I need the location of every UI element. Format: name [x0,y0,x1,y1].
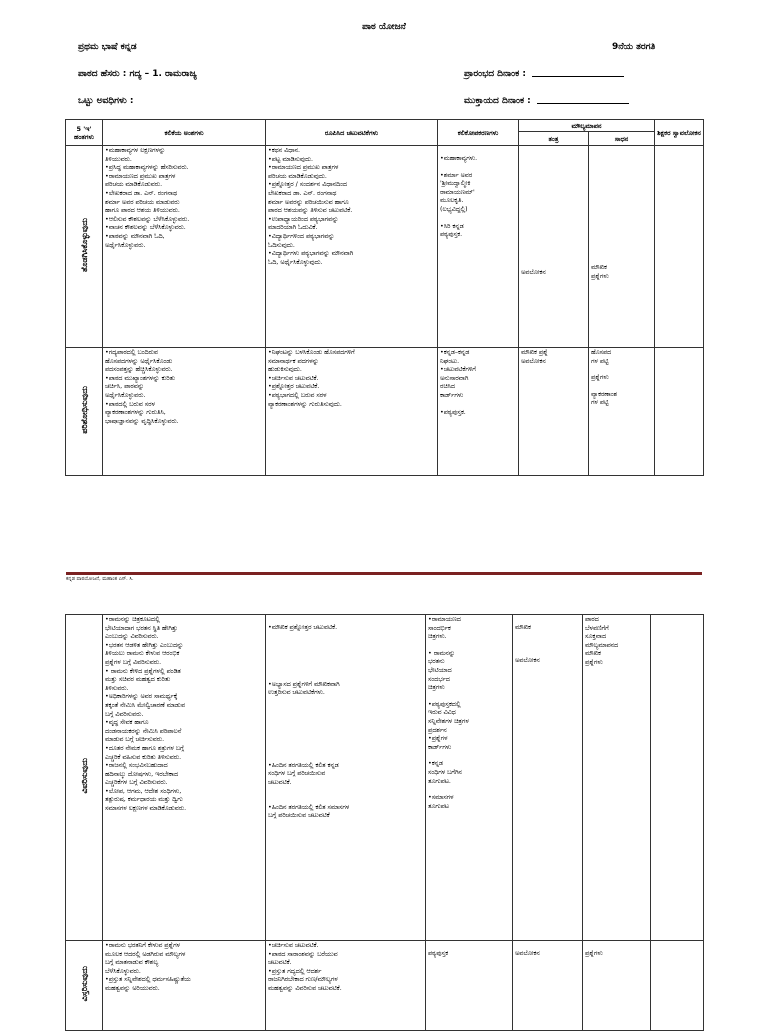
technique-cell [519,146,589,348]
cell-line: •ಪ್ರಶ್ನೋತ್ತರ ಚಟುವಟಿಕೆ. [268,383,320,391]
cell-line: •ಮೌಖಿಕ ಪ್ರಶ್ನೋತ್ತರ ಚಟುವಟಿಕೆ. [268,624,338,631]
cell-line: ಚಟುವಟಿಕೆ. [268,778,292,786]
cell-line: ಪಠ್ಯಪುಸ್ತಕ. [440,231,463,239]
header-materials: ಕಲಿಕೋಪಕರಣಗಳು [438,120,519,146]
materials-cell [438,348,519,476]
cell-line [268,788,423,796]
cell-line: ಮೂಲಕೃತಿ. [440,197,464,205]
cell-line [515,616,580,624]
reflection-cell[interactable] [651,615,704,941]
cell-line: •ಹಿಂದಿನ ತರಗತಿಯಲ್ಲಿ ಕಲಿತ ಸಮಾಸಗಳ [268,803,350,811]
cell-line [268,730,423,738]
header-stages: 5 'ಇ' ಹಂತಗಳು [66,120,103,146]
cell-line: •ರಾಮಾಯಣದ [428,616,461,623]
cell-line: •ವಿದ್ಯಾರ್ಥಿಗಳಿಂದ ಪಠ್ಯಭಾಗವನ್ನು [268,232,335,240]
cell-line: •ನಿಘಂಟನ್ನು ಬಳಸಿಕೊಂಡು ಹೊಸಪದಗಳಿಗೆ [268,349,355,356]
technique-cell [513,615,583,941]
cell-line: ಚರ್ಚಿಸಿ, ಪಾಠವನ್ನು [105,383,145,391]
cell-line: ಅರ್ಥೈಸಿಕೊಳ್ಳುವರು. [105,241,146,249]
grade-label: 9ನೆಯ ತರಗತಿ [612,42,656,52]
cell-line: •ಪಠ್ಯಭಾಗದಲ್ಲಿ ಬರುವ ಸರಳ [268,391,327,399]
cell-line [428,752,510,760]
cell-line: •ಪಾಠದಲ್ಲಿ ಬರುವ ಸರಳ [105,400,155,408]
cell-line: ಸಂದರ್ಭದ [428,675,450,683]
cell-line: ಸನ್ನಿವೇಶಗಳ ಚಿತ್ರಗಳ [428,717,469,725]
cell-line: ಪಠ್ಯಪುಸ್ತಕ [428,950,449,957]
cell-line [515,641,580,649]
cell-line: •ಆಲಿಸುವ ಕೌಶಲವನ್ನು ಬೆಳೆಸಿಕೊಳ್ಳುವರು. [105,215,190,223]
cell-line [268,706,423,714]
cell-line: ಮಾಡುವ ಬಗ್ಗೆ ಚರ್ಚಿಸುವರು. [105,736,165,744]
stage-label: ಪರಿಶೋಧಿಸುವುದು [79,385,89,434]
cell-line: ಪ್ರದರ್ಶನ [428,726,447,734]
cell-line: ಪದಸಂಪತ್ತನ್ನು ಹೆಚ್ಚಿಸಿಕೊಳ್ಳುವರು. [105,366,173,374]
cell-line: ನಿಘಂಟು. [440,357,460,365]
subject-label: ಪ್ರಥಮ ಭಾಷೆ ಕನ್ನಡ [78,42,137,52]
cell-line: ಮಹತ್ವವನ್ನು ಅರಿಯುವರು. [105,984,160,992]
header-reflection: ಶಿಕ್ಷಕರ ಸ್ವಾವಲೋಕನ [655,120,704,146]
cell-line: ಮೌಖಿಕ [591,264,607,272]
activities-cell [266,146,438,348]
cell-line: ಪ್ರಶ್ನೆಗಳು [591,374,609,382]
cell-line: ಪ್ರಶ್ನೆಗಳ ಬಗ್ಗೆ ವಿವರಿಸುವರು. [105,658,162,666]
activities-cell [266,348,438,476]
cell-line: ಓದಿಸುವುದು. [268,241,295,249]
cell-line: •ಪ್ರಸ್ತುತ ಸನ್ನಿವೇಶದಲ್ಲಿ ಧರ್ಮಸಹಿಷ್ಣುತೆಯ [105,976,191,984]
tools-cell [583,941,651,1031]
cell-line: ಶರ್ಮಾ ಅವರ ಪರಿಚಯ ಮಾಡುವರು [105,198,180,206]
cell-line [440,401,516,409]
start-date-label: ಪ್ರಾರಂಭದ ದಿನಾಂಕ : [464,69,526,79]
cell-line [591,383,652,391]
cell-line: ತಿಳಿಯುವರು. [105,155,132,163]
cell-line: ಬೆಳೆಸಿಕೊಳ್ಳುವರು. [105,967,141,975]
cell-line: ಪ್ರಶ್ನೆಗಳು [591,273,609,280]
cell-line: •ಮಹಾಕಾವ್ಯಗಳು. [440,155,478,162]
cell-line: ಅವಲೋಕನ [515,656,540,664]
technique-cell [513,941,583,1031]
cell-line: 'ಶ್ರೀಮದ್ವಾಲ್ಮೀಕಿ [440,180,471,188]
activities-cell [266,941,426,1031]
cell-line: ಅವಲೋಕನ [521,268,546,276]
cell-line: ಪಾಠದ ಆಶಯವನ್ನು ತಿಳಿಸುವ ಚಟುವಟಿಕೆ. [268,207,353,215]
cell-line: ರಾಮಾಯಣಮ್' [440,188,475,196]
cell-line: ದಂಡನಾಯಕರನ್ನು ನೇಮಿಸಿ ಪರಿಪಾಲನೆ [105,727,182,735]
cell-line: •ಪಾಠದ ಮುಖ್ಯಾಂಶಗಳನ್ನು ಕುರಿತು [105,374,175,382]
end-date-label: ಮುಕ್ತಾಯದ ದಿನಾಂಕ : [464,96,531,106]
tools-cell [589,348,655,476]
cell-line: ರಚಿಸಿದ [440,383,455,391]
technique-cell [519,348,589,476]
cell-line [515,942,580,950]
cell-line: ಲೇಖಕರಾದ ಡಾ. ಎನ್. ರಂಗನಾಥ [268,189,337,197]
tools-cell [583,615,651,941]
learning-cell [103,615,266,941]
cell-line: ಇರುವ ವಿವಿಧ [428,709,456,717]
cell-line: •ವೃದ್ಧ ಸೇವಕ ಹಾಗೂ [105,719,149,727]
cell-line: •ಚಟುವಟಿಕೆಗಳಿಗೆ [440,366,476,374]
cell-line: ಕಾರ್ಡ್‌ಗಳು [428,743,452,751]
header-tools: ಸಾಧನ [589,132,655,146]
cell-line: •ಲೋಪ, ಆಗಮ, ಆದೇಶ ಸಂಧಿಗಳು, [105,787,182,795]
cell-line [428,942,510,950]
cell-line: •ಅಭ್ಯಾಸದ ಪ್ರಶ್ನೆಗಳಿಗೆ ಮೌಖಿಕವಾಗಿ [268,680,340,688]
cell-line: •ಕನ್ನಡ–ಕನ್ನಡ [440,349,470,356]
cell-line: •ಪ್ರಸ್ತುತ ಗದ್ಯದಲ್ಲಿ ಆದರ್ಶ [268,967,322,975]
cell-line: ಚಿತ್ರಗಳು [428,684,445,692]
tools-cell [589,146,655,348]
cell-line: ವ್ಯಾಕರಣಾಂಶಗಳನ್ನು ಗುರುತಿಸಿ, [105,409,166,417]
end-date-row [464,96,629,106]
cell-line: ತಿಳಿಯಲು ರಾಮನು ಕೇಳುವ ಆರಂಭಿಕ [105,650,180,658]
cell-line: •ಪಾಠವನ್ನು ಮೌನವಾಗಿ ಓದಿ, [105,232,165,240]
cell-line: •ಪಾಠದ ಸಾರಾಂಶವನ್ನು ಬರೆಯುವ [268,950,338,958]
cell-line: •ಕಥನ ವಿಧಾನ. [268,147,300,154]
activities-cell [266,615,426,941]
cell-line: •ರಾಮಾಯಣದ ಪ್ರಮುಖ ಪಾತ್ರಗಳ [268,164,339,172]
cell-line [585,942,648,950]
cell-line: ಅನುಸಾರವಾಗಿ [440,374,469,382]
cell-line: ವ್ಯಾಕರಣಾಂಶ [591,390,618,398]
table-row [66,146,704,348]
stage-cell [66,615,103,941]
cell-line: •ಪಠ್ಯಪುಸ್ತಕ. [440,408,466,416]
cell-line: ಅವಲೋಕನ [515,950,540,957]
cell-line [515,633,580,641]
cell-line: ಬೆಳವಣಿಗೆಗೆ [585,624,609,632]
cell-line: ಪ್ರಶ್ನೆಗಳು [585,950,603,957]
cell-line: ಪ್ರಶ್ನೆಗಳು [585,658,603,666]
cell-line: •ದೂತರ ನೇಮಕ ಹಾಗೂ ಶತ್ರುಗಳ ಬಗ್ಗೆ [105,744,185,752]
cell-line: ಚಟುವಟಿಕೆ. [268,959,292,967]
cell-line [515,649,580,657]
lesson-name: ಪಾಠದ ಹೆಸರು : ಗದ್ಯ – 1. ರಾಮರಾಜ್ಯ [78,69,197,79]
cell-line: ಬಗ್ಗೆ ಮಾತನಾಡುವ ಕೌಶಲ್ಯ [105,959,159,967]
cell-line [268,649,423,657]
cell-line: ಕಾರ್ಡ್‌ಗಳು [440,391,464,399]
cell-line: ಗಳ ಪಟ್ಟಿ [591,357,609,365]
cell-line [268,754,423,762]
cell-line: •ಚರ್ಚಿಸುವ ಚಟುವಟಿಕೆ. [268,942,319,949]
cell-line: ಬಗ್ಗೆ ಪರಿಚಯಿಸುವ ಚಟುವಟಿಕೆ [268,812,330,820]
cell-line: ಭೇಟಿಯಾದ [428,666,452,674]
lesson-plan-table-1 [65,119,704,476]
cell-line: • ರಾಮನು ಕೇಳಿದ ಪ್ರಶ್ನೆಗಳಲ್ಲಿ ಪಂಡಿತ [105,667,181,675]
cell-line: ಸಾಂದರ್ಭಿಕ [428,624,451,632]
cell-line: ಹದಿನಾಲ್ಕು ದೋಷಗಳು, ಇರಬೇಕಾದ [105,770,179,778]
cell-line: •ಭರತನ ಆಡಳಿತ ಹೇಗಿತ್ತು ಎಂಬುದನ್ನು [105,641,184,649]
cell-line [268,714,423,722]
cell-line: ಹೊಸಪದ [591,349,612,356]
cell-line [428,693,510,701]
cell-line: •ಅಧಿಕಾರಿಗಳನ್ನು ಅವರ ಸಾಮರ್ಥ್ಯಕ್ಕೆ [105,693,178,701]
reflection-cell[interactable] [655,348,704,476]
cell-line: •ಮಹಾಕಾವ್ಯಗಳ ಲಕ್ಷಣಗಳನ್ನು [105,147,166,154]
total-periods-label: ಒಟ್ಟು ಅವಧಿಗಳು : [78,96,134,106]
table-row [66,348,704,476]
end-date-blank[interactable] [537,103,629,104]
materials-cell [438,146,519,348]
cell-line: •ಕನ್ನಡ [428,760,443,768]
header-technique: ತಂತ್ರ [519,132,589,146]
cell-line: ರಾಜನಿಗಿರಬೇಕಾದ ಗುಣ/ಮೌಲ್ಯಗಳ [268,976,338,984]
cell-line: ಪಾಠದ [585,616,599,623]
table-row [66,615,704,941]
cell-line: ಸಮಾನಾರ್ಥಕ ಪದಗಳನ್ನು [268,357,319,365]
stage-cell [66,146,103,348]
cell-line [428,786,510,794]
cell-line: ಚಿತ್ರಗಳು. [428,633,447,641]
cell-line: ತತ್ಪುರುಷ, ಕರ್ಮಧಾರಯ ಮತ್ತು ದ್ವಿಗು [105,796,183,804]
cell-line: •ಶರ್ಮಾ ಅವರ [440,171,473,179]
cell-line: ತೂಗುಪಟ. [428,777,451,785]
page-title: ಪಾಠ ಯೋಜನೆ [362,22,406,32]
cell-line: ಮೌಖಿಕ ಪ್ರಶ್ನೆ [521,349,548,356]
cell-line: ಭರತನು [428,658,445,666]
cell-line: ಹುಡುಕಿಸುವುದು. [268,366,302,374]
reflection-cell[interactable] [651,941,704,1031]
cell-line: ಮಾದರಿಯಾಗಿ ಓದುವಿಕೆ. [268,224,318,232]
cell-line: •ರಾಮಾಯಣದ ಪ್ರಮುಖ ಪಾತ್ರಗಳ [105,172,176,180]
cell-line [428,642,510,650]
stage-label: ವಿಸ್ತರಿಸುವುದು [79,966,89,1002]
learning-cell [103,941,266,1031]
cell-line: ಗಳ ಪಟ್ಟಿ [591,399,609,407]
cell-line: ಸಂಧಿಗಳ ಬಗೆಗಿನ [428,768,462,776]
cell-line: •ಸಿರಿ ಕನ್ನಡ [440,222,464,230]
cell-line: ಮೂಲಕ ಆದರಲ್ಲಿ ಅಡಗಿರುವ ಮೌಲ್ಯಗಳ [105,950,186,958]
cell-line: ಉತ್ತರಿಸುವ ಚಟುವಟಿಕೆಗಳು. [268,689,325,697]
cell-line [268,738,423,746]
cell-line: ಮೌಖಿಕ [585,650,601,658]
cell-line [440,215,516,223]
cell-line: ಪರಿಚಯ ಮಾಡಿಕೊಡುವುದು. [268,172,327,180]
cell-line: ಓದಿ, ಅರ್ಥೈಸಿಕೊಳ್ಳುವುದು. [268,258,323,266]
stage-cell [66,348,103,476]
header-learning-points: ಕಲಿಕೆಯ ಅಂಶಗಳು [103,120,266,146]
cell-line [268,616,423,624]
cell-line: ಭಾಷಾಜ್ಞಾನವನ್ನು ವೃದ್ಧಿಸಿಕೊಳ್ಳುವರು. [105,417,179,425]
cell-line [268,796,423,804]
cell-line: ಎಚ್ಚರಿಕೆ ವಹಿಸುವ ಕುರಿತು ತಿಳಿಸುವರು. [105,753,182,761]
cell-line: •ವಾಚನ ಕೌಶಲವನ್ನು ಬೆಳೆಸಿಕೊಳ್ಳುವರು. [105,224,186,232]
cell-line: •ಪಟ್ಟ ಮಾಡಿಸುವುದು. [268,155,314,163]
cell-line: ಪರಿಚಯ ಮಾಡಿಕೊಡುವರು. [105,181,163,189]
cell-line: ಎಚ್ಚರಿಕೆಗಳ ಬಗ್ಗೆ ವಿವರಿಸುವರು. [105,779,168,787]
learning-cell [103,146,266,348]
table-row [66,941,704,1031]
cell-line: •ರಾಮನು ಭರತನಿಗೆ ಕೇಳುವ ಪ್ರಶ್ನೆಗಳ [105,942,180,949]
cell-line: ವ್ಯಾಕರಣಾಂಶಗಳನ್ನು ಗುರುತಿಸುವುದು. [268,400,342,408]
materials-cell [426,615,513,941]
reflection-cell[interactable] [655,146,704,348]
footer-rule [66,572,702,575]
cell-line [440,164,516,172]
stage-label: ತೊಡಗಿಸಿಕೊಳ್ಳುವುದು [79,217,89,272]
cell-line: ಶರ್ಮಾ ಅವರನ್ನು ಪರಿಚಯಿಸುವ ಹಾಗೂ [268,198,349,206]
lesson-plan-table-2 [65,614,704,1031]
learning-cell [103,348,266,476]
cell-line: •ಪ್ರಶ್ನೋತ್ತರ / ಸಂದರ್ಶನ ವಿಧಾನದಿಂದ [268,181,347,189]
cell-line: •ಚರ್ಚಿಸುವ ಚಟುವಟಿಕೆ. [268,374,319,382]
cell-line: ಸಮಾಸಗಳ ಲಕ್ಷಣಗಳ ಮಾಡಿಕೊಡುವರು. [105,805,187,813]
cell-line: • ರಾಮನನ್ನು [428,649,456,657]
cell-line: ಬಗ್ಗೆ ವಿವರಿಸುವರು. [105,710,144,718]
cell-line: ಅರ್ಥೈಸಿಕೊಳ್ಳುವರು. [105,391,146,399]
cell-line [268,657,423,665]
cell-line: ತೂಗುಪಟ [428,802,449,810]
cell-line: (ಲಭ್ಯವಿದ್ದಲ್ಲಿ) [440,205,468,213]
cell-line: •ಗದ್ಯಪಾಠದಲ್ಲಿ ಬಂದಿರುವ [105,349,158,356]
cell-line: ಮಹತ್ವವನ್ನು ವಿವರಿಸುವ ಚಟುವಟಿಕೆ. [268,984,342,992]
cell-line: •ಸಮಾಸಗಳ [428,794,454,802]
cell-line [268,698,423,706]
footer-credit: ಕನ್ನಡ ಪಾಠಯೋಜನೆ, ಮಹಾಂತ ಎಸ್. ಸಿ. [66,576,134,582]
cell-line [268,641,423,649]
cell-line [268,673,423,681]
header-evaluation: ಮೌಲ್ಯಮಾಪನ [519,120,655,132]
cell-line: •ಹಿಂದಿನ ತರಗತಿಯಲ್ಲಿ ಕಲಿತ ಕನ್ನಡ [268,761,339,769]
cell-line: •ರಾಜನಲ್ಲಿ ಸಂಭವಿಸಬಹುದಾದ [105,762,168,770]
cell-line [268,665,423,673]
cell-line: ಅವಲೋಕನ [521,357,546,365]
cell-line: •ರಾಮನನ್ನು ಚಿತ್ರಕೂಟದಲ್ಲಿ [105,616,160,623]
cell-line: ಮೌಲ್ಯಮಾಪನದ [585,641,619,649]
cell-line [268,746,423,754]
cell-line: ಭೇಟಿಯಾದಾಗ ಭರತನ ಸ್ಥಿತಿ ಹೇಗಿತ್ತು [105,624,178,632]
header-activities: ರೂಪಿಸಿದ ಚಟುವಟಿಕೆಗಳು [266,120,438,146]
cell-line: ಹಾಗೂ ಪಾಠದ ಆಶಯ ತಿಳಿಯುವರು. [105,207,180,215]
cell-line: •ವಿದ್ಯಾರ್ಥಿಗಳು ಪಠ್ಯಭಾಗವನ್ನು ಮೌನವಾಗಿ [268,250,354,258]
cell-line: •ಪ್ರಶ್ನೆಗಳ [428,735,448,743]
start-date-row [464,69,624,79]
cell-line: •ಪಠ್ಯಪುಸ್ತಕದಲ್ಲಿ [428,700,461,708]
cell-line: ಎಂಬುದನ್ನು ವಿವರಿಸುವರು. [105,633,159,641]
cell-line: ಹೊಸಪದಗಳನ್ನು ಅರ್ಥೈಸಿಕೊಂಡು [105,357,173,365]
cell-line: •ಲೇಖಕರಾದ ಡಾ. ಎನ್. ರಂಗನಾಥ [105,189,178,197]
cell-line [591,366,652,374]
cell-line: ಮೌಖಿಕ [515,624,531,631]
stage-cell [66,941,103,1031]
cell-line [268,722,423,730]
materials-cell [426,941,513,1031]
cell-line: ತಕ್ಕಂತೆ ನೇಮಿಸಿ ಮೇಲ್ವಿಚಾರಣೆ ಮಾಡುವ [105,701,185,709]
cell-line [440,147,516,155]
cell-line: ಸೂಕ್ತವಾದ [585,633,607,641]
cell-line: •ಉಪಾಧ್ಯಾಯರಿಂದ ಪಠ್ಯಭಾಗವನ್ನು [268,215,339,223]
cell-line: ಸಂಧಿಗಳ ಬಗ್ಗೆ ಪರಿಚಯಿಸುವ [268,770,326,778]
cell-line: •ಪ್ರಸಿದ್ಧ ಮಹಾಕಾವ್ಯಗಳನ್ನು ಹೆಸರಿಸುವರು. [105,164,189,172]
cell-line [268,633,423,641]
start-date-blank[interactable] [532,76,624,77]
cell-line: ತಿಳಿಸುವರು. [105,684,129,692]
cell-line: ಮತ್ತು ಸಚಿವರ ಮಹತ್ವದ ಕುರಿತು [105,676,171,684]
stage-label: ವಿವರಿಸುವುದು [79,757,89,794]
